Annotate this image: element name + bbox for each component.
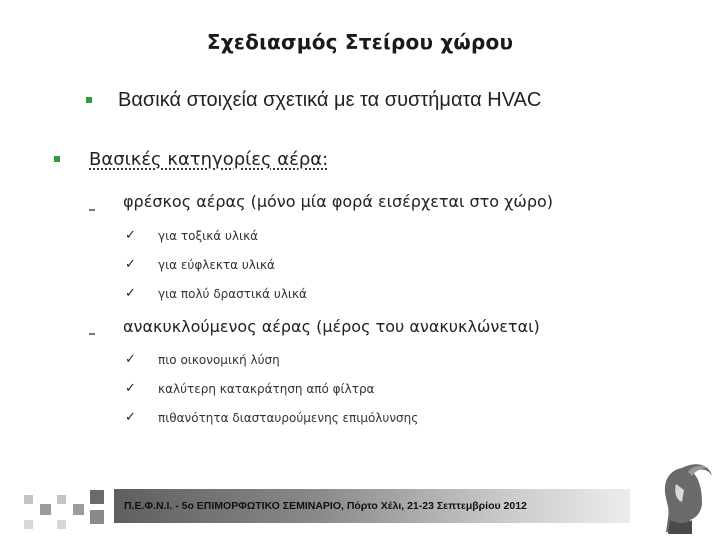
deco-square bbox=[90, 510, 104, 524]
check-icon: ✓ bbox=[125, 286, 136, 301]
list-subitem: για πολύ δραστικά υλικά bbox=[158, 287, 307, 301]
dash-bullet-icon bbox=[89, 333, 95, 335]
ancient-greek-helmet-logo-icon bbox=[652, 462, 714, 538]
slide-title: Σχεδιασμός Στείρου χώρου bbox=[206, 30, 514, 54]
list-subitem: πιο οικονομική λύση bbox=[158, 353, 280, 367]
list-subitem: πιθανότητα διασταυρούμενης επιμόλυνσης bbox=[158, 411, 419, 425]
check-icon: ✓ bbox=[125, 228, 136, 243]
deco-square bbox=[57, 520, 66, 529]
subtitle-bullet-icon bbox=[86, 97, 92, 103]
deco-square bbox=[73, 504, 84, 515]
deco-square bbox=[57, 495, 66, 504]
list-item-recirculated-air: ανακυκλούμενος αέρας (μέρος του ανακυκλώνεται) bbox=[123, 317, 540, 336]
category-bullet-icon bbox=[54, 156, 60, 162]
category-heading: Βασικές κατηγορίες αέρα: bbox=[89, 149, 329, 170]
check-icon: ✓ bbox=[125, 257, 136, 272]
check-icon: ✓ bbox=[125, 352, 136, 367]
deco-square bbox=[24, 495, 33, 504]
deco-square bbox=[24, 520, 33, 529]
deco-square bbox=[40, 504, 51, 515]
deco-square bbox=[90, 490, 104, 504]
list-subitem: για εύφλεκτα υλικά bbox=[158, 258, 275, 272]
check-icon: ✓ bbox=[125, 410, 136, 425]
list-subitem: για τοξικά υλικά bbox=[158, 229, 259, 243]
list-item-fresh-air: φρέσκος αέρας (μόνο μία φορά εισέρχεται στο χώρο) bbox=[123, 192, 554, 211]
dash-bullet-icon bbox=[89, 209, 95, 211]
list-subitem: καλύτερη κατακράτηση από φίλτρα bbox=[158, 382, 375, 396]
slide-subtitle: Βασικά στοιχεία σχετικά με τα συστήματα HVAC bbox=[118, 89, 542, 111]
footer-text: Π.Ε.Φ.Ν.Ι. - 5ο ΕΠΙΜΟΡΦΩΤΙΚΟ ΣΕΜΙΝΑΡΙΟ, Πόρτο Χέλι, 21-23 Σεπτεμβρίου 2012 bbox=[124, 500, 527, 512]
check-icon: ✓ bbox=[125, 381, 136, 396]
